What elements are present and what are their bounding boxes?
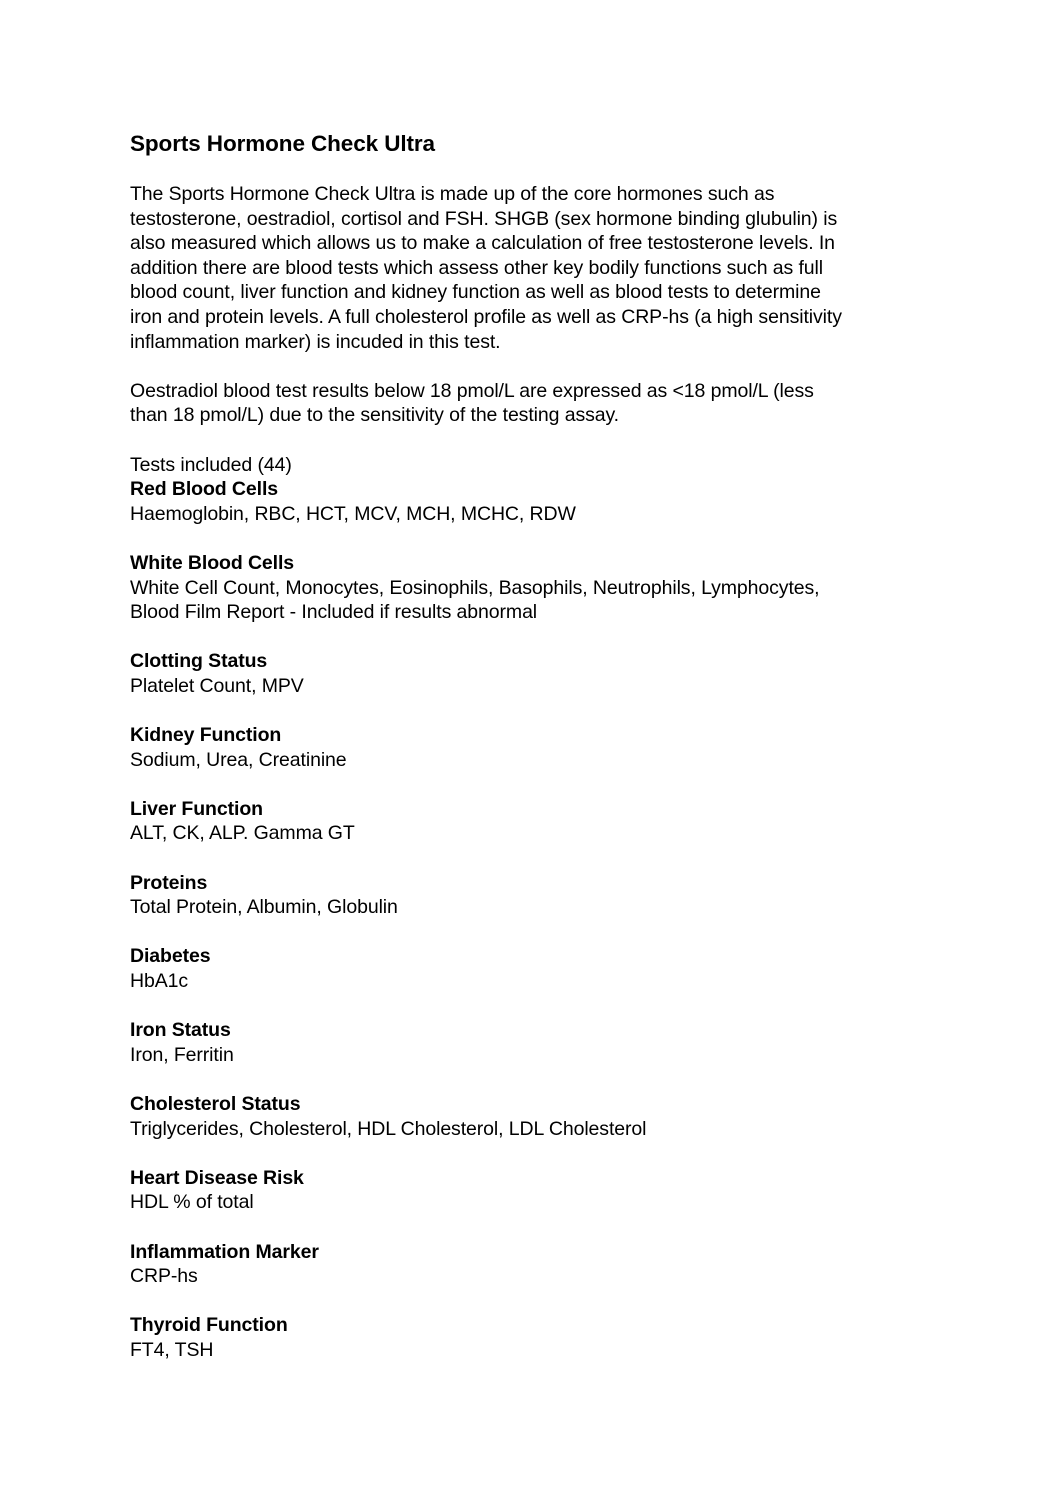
intro-line: testosterone, oestradiol, cortisol and FSH. SHGB (sex hormone binding glubulin) is (130, 207, 838, 230)
section-items-line: White Cell Count, Monocytes, Eosinophils, Basophils, Neutrophils, Lymphocytes, (130, 576, 820, 599)
document-page (130, 129, 960, 1387)
section-kidney-function (130, 723, 960, 772)
section-heading: Iron Status (130, 1019, 231, 1042)
section-heading: Clotting Status (130, 650, 268, 673)
section-iron-status (130, 1018, 960, 1067)
section-heading: Inflammation Marker (130, 1240, 319, 1263)
section-items (130, 1190, 960, 1215)
intro-line: inflammation marker) is incuded in this test. (130, 330, 501, 353)
section-items (130, 748, 960, 773)
section-heading: Diabetes (130, 945, 211, 968)
section-proteins (130, 871, 960, 920)
intro-line: addition there are blood tests which assess other key bodily functions such as full (130, 256, 824, 279)
tests-count: Tests included (44) (130, 453, 292, 476)
section-items-line: Haemoglobin, RBC, HCT, MCV, MCH, MCHC, RDW (130, 502, 576, 525)
section-inflammation-marker (130, 1240, 960, 1289)
section-items (130, 502, 960, 527)
section-heading: Liver Function (130, 797, 263, 820)
section-items (130, 1338, 960, 1363)
section-items (130, 821, 960, 846)
section-items (130, 1043, 960, 1068)
intro-line: also measured which allows us to make a calculation of free testosterone levels. In (130, 232, 835, 255)
section-items (130, 969, 960, 994)
note-line: than 18 pmol/L) due to the sensitivity of the testing assay. (130, 404, 620, 427)
section-cholesterol-status (130, 1092, 960, 1141)
section-heading: Kidney Function (130, 724, 282, 747)
section-items (130, 1264, 960, 1289)
section-clotting-status (130, 649, 960, 698)
section-items-line: HbA1c (130, 970, 189, 992)
section-items-line: CRP-hs (130, 1265, 198, 1288)
intro-line: The Sports Hormone Check Ultra is made up of the core hormones such as (130, 183, 775, 205)
note-line: Oestradiol blood test results below 18 pmol/L are expressed as <18 pmol/L (less (130, 379, 814, 402)
section-items-line: Iron, Ferritin (130, 1043, 234, 1066)
section-items-line: Triglycerides, Cholesterol, HDL Cholesterol, LDL Cholesterol (130, 1117, 647, 1140)
section-items-line: HDL % of total (130, 1191, 254, 1214)
section-items (130, 1117, 960, 1142)
section-heading: Proteins (130, 871, 208, 894)
section-red-blood-cells (130, 477, 960, 526)
section-items-line: Platelet Count, MPV (130, 674, 304, 697)
section-items-line: ALT, CK, ALP. Gamma GT (130, 822, 355, 845)
document-title: Sports Hormone Check Ultra (130, 131, 435, 156)
test-sections (130, 477, 960, 1362)
section-items-line: FT4, TSH (130, 1338, 214, 1361)
section-items-line: Sodium, Urea, Creatinine (130, 748, 347, 771)
section-items-line: Total Protein, Albumin, Globulin (130, 896, 398, 919)
section-items (130, 674, 960, 699)
section-items-line: Blood Film Report - Included if results abnormal (130, 601, 538, 624)
section-heading: Heart Disease Risk (130, 1166, 304, 1189)
oestradiol-note (130, 379, 960, 428)
section-thyroid-function (130, 1313, 960, 1362)
section-heading: White Blood Cells (130, 551, 295, 574)
section-heart-disease-risk (130, 1166, 960, 1215)
section-items (130, 895, 960, 920)
intro-line: blood count, liver function and kidney function as well as blood tests to determine (130, 281, 821, 304)
intro-paragraph (130, 182, 960, 354)
section-heading: Red Blood Cells (130, 478, 279, 501)
intro-line: iron and protein levels. A full cholesterol profile as well as CRP-hs (a high sensitivity (130, 305, 842, 328)
section-heading: Thyroid Function (130, 1314, 288, 1337)
section-items (130, 576, 960, 625)
section-heading: Cholesterol Status (130, 1092, 301, 1115)
section-liver-function (130, 797, 960, 846)
section-white-blood-cells (130, 551, 960, 625)
section-diabetes (130, 944, 960, 993)
